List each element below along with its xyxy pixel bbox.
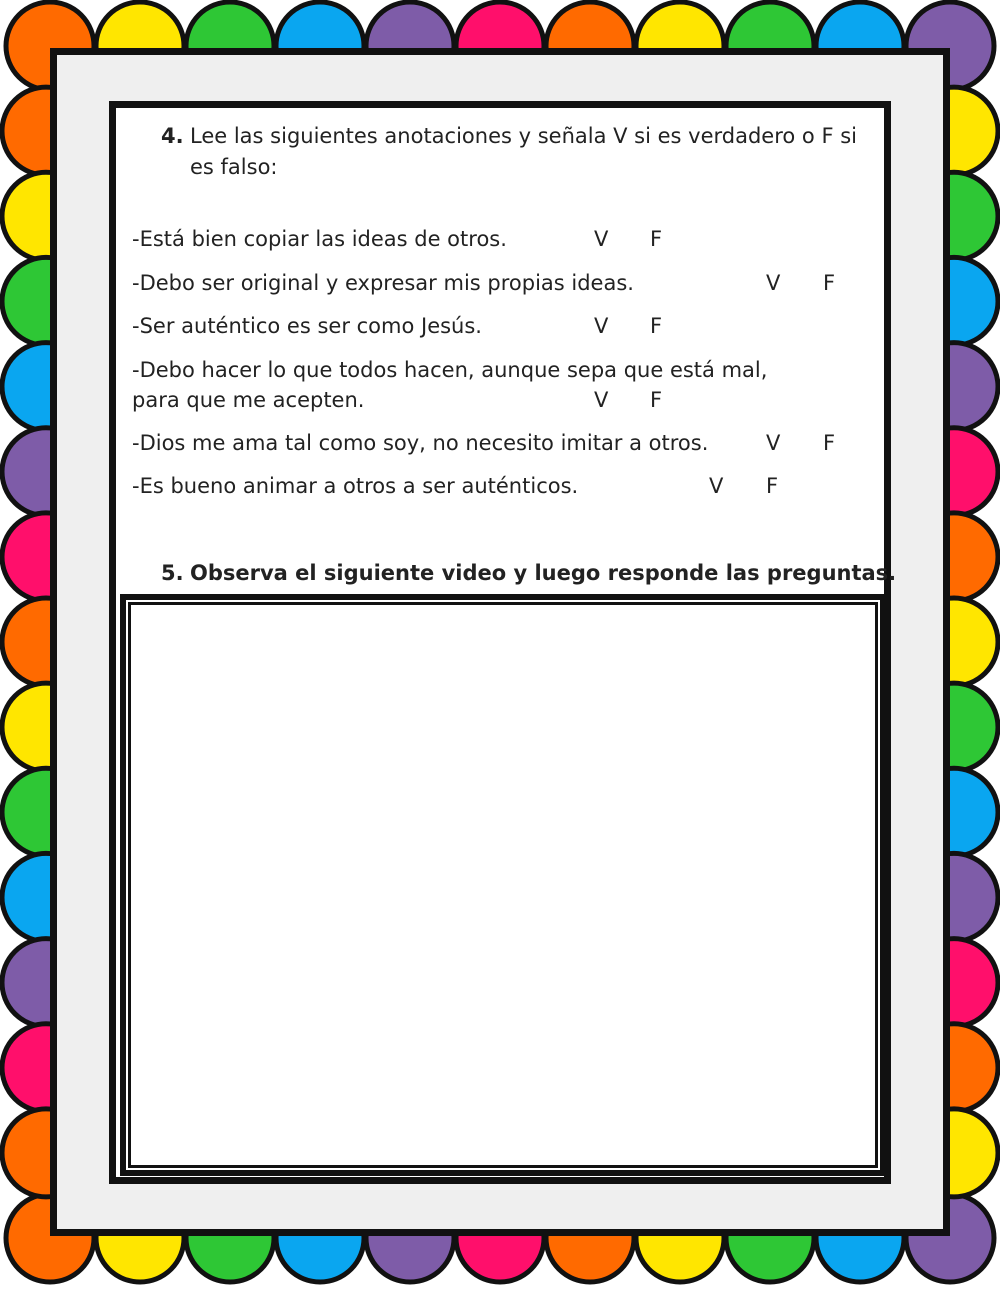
statement-5-false-option[interactable]: F — [823, 431, 836, 455]
statement-4-true-option[interactable]: V — [594, 388, 609, 412]
statement-1: -Está bien copiar las ideas de otros. — [132, 227, 507, 251]
statement-6-true-option[interactable]: V — [709, 474, 724, 498]
video-inner-frame — [128, 602, 878, 1168]
statement-1-true-option[interactable]: V — [594, 227, 609, 251]
statement-6-false-option[interactable]: F — [766, 474, 779, 498]
statement-1-false-option[interactable]: F — [650, 227, 663, 251]
statement-6: -Es bueno animar a otros a ser auténticos. — [132, 474, 579, 498]
statement-5-true-option[interactable]: V — [766, 431, 781, 455]
statement-2-true-option[interactable]: V — [766, 271, 781, 295]
statement-3-false-option[interactable]: F — [650, 314, 663, 338]
question-4-prompt: Lee las siguientes anotaciones y señala V si es verdadero o F si es falso: — [190, 124, 857, 179]
video-placeholder[interactable] — [120, 594, 886, 1176]
statement-3: -Ser auténtico es ser como Jesús. — [132, 314, 482, 338]
statement-4-line-1: -Debo hacer lo que todos hacen, aunque sepa que está mal, — [132, 358, 768, 382]
statement-4-false-option[interactable]: F — [650, 388, 663, 412]
statement-2-false-option[interactable]: F — [823, 271, 836, 295]
question-4-number: 4. — [161, 124, 184, 148]
statement-5: -Dios me ama tal como soy, no necesito imitar a otros. — [132, 431, 709, 455]
statement-4-line-2: para que me acepten. — [132, 388, 365, 412]
question-5-number: 5. — [161, 561, 184, 585]
question-5-prompt: Observa el siguiente video y luego responde las preguntas. — [190, 561, 897, 585]
statement-2: -Debo ser original y expresar mis propias ideas. — [132, 271, 634, 295]
statement-3-true-option[interactable]: V — [594, 314, 609, 338]
